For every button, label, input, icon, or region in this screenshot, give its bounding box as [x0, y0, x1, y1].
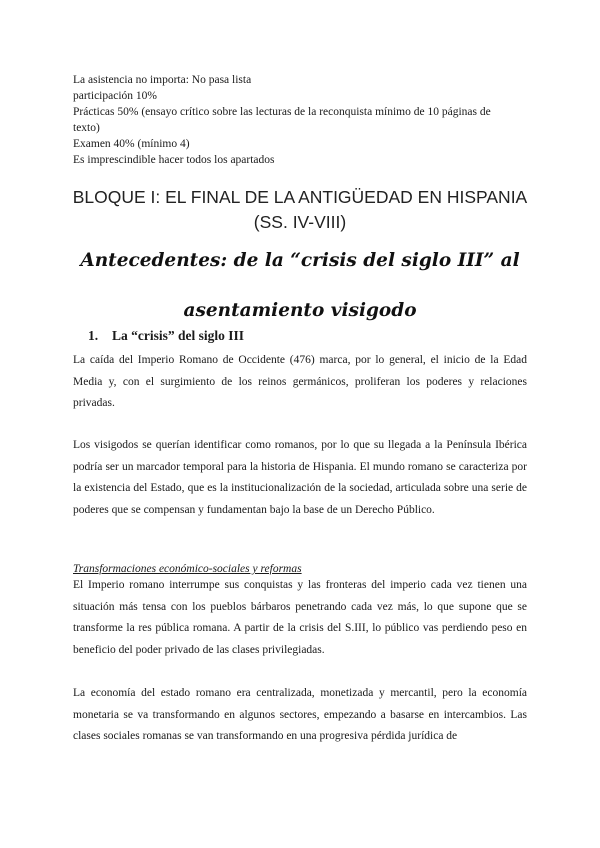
note-line: Prácticas 50% (ensayo crítico sobre las lecturas de la reconquista mínimo de 10 páginas de [73, 106, 491, 118]
note-line: Es imprescindible hacer todos los apartados [73, 154, 275, 166]
paragraph: La caída del Imperio Romano de Occidente (476) marca, por lo general, el inicio de la Edad Media y, con el surgimiento de los reinos germánicos, proliferan los poderes y relaciones privadas. [73, 354, 527, 409]
paragraph: El Imperio romano interrumpe sus conquistas y las fronteras del imperio cada vez tienen una situación más tensa con los pueblos bárbaros penetrando cada vez más, lo que supone que se transforme la res pública romana. A partir de la crisis del S.III, lo público vas perdiendo peso en beneficio del poder privado de las clases privilegiadas. [73, 579, 527, 656]
note-line: texto) [73, 122, 100, 134]
section-title: La “crisis” del siglo III [112, 328, 245, 343]
subheading: Transformaciones económico-sociales y reformas [73, 563, 302, 575]
paragraph: Los visigodos se querían identificar como romanos, por lo que su llegada a la Península Ibérica podría ser un marcador temporal para la historia de Hispania. El mundo romano se caracteriza por la existencia del Estado, que es la institucionalización de la sociedad, articulada sobre una serie de poderes que se compensan y fundamentan bajo la base de un Derecho Público. [73, 439, 527, 516]
note-line: Examen 40% (mínimo 4) [73, 138, 190, 150]
section-heading [88, 327, 244, 345]
block-title-line2: (SS. IV-VIII) [253, 212, 347, 232]
section-number: 1. [88, 328, 99, 343]
section-subtitle: Antecedentes: de la “crisis del siglo III” al asentamiento visigodo [80, 250, 520, 321]
note-line: participación 10% [73, 90, 157, 102]
paragraph: La economía del estado romano era centralizada, monetizada y mercantil, pero la economía monetaria se va transformando en algunos sectores, empezando a basarse en intercambios. Las clases sociales romanas se van transformando en una progresiva pérdida jurídica de [73, 687, 527, 742]
block-title-line1: BLOQUE I: EL FINAL DE LA ANTIGÜEDAD EN HISPANIA [72, 187, 528, 207]
course-notes [73, 72, 523, 168]
block-title [0, 185, 600, 235]
note-line: La asistencia no importa: No pasa lista [73, 74, 252, 86]
